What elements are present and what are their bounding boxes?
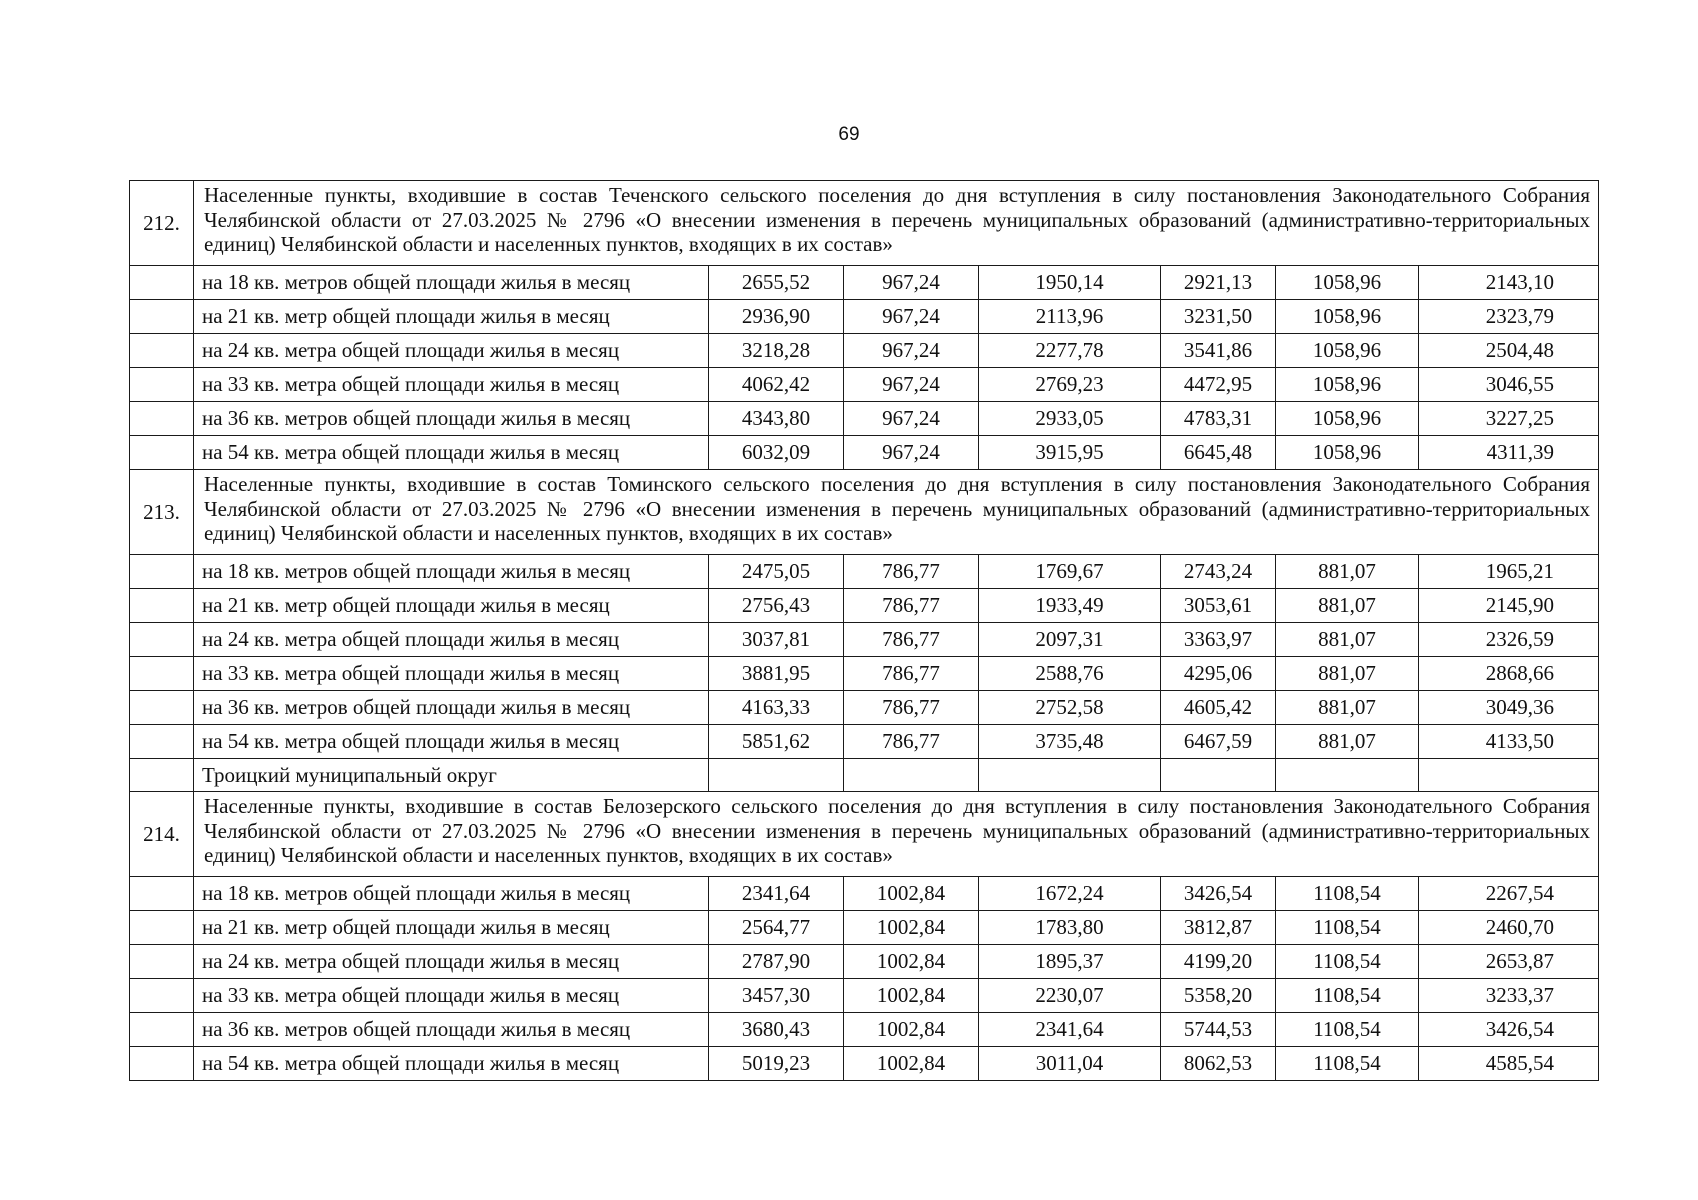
value-cell: 1002,84 <box>844 877 979 911</box>
value-cell: 2097,31 <box>979 623 1161 657</box>
value-cell: 786,77 <box>844 589 979 623</box>
value-cell: 2460,70 <box>1419 911 1599 945</box>
value-cell: 967,24 <box>844 436 979 470</box>
value-cell: 3426,54 <box>1419 1013 1599 1047</box>
row-label: на 36 кв. метров общей площади жилья в месяц <box>194 402 709 436</box>
row-label: на 36 кв. метров общей площади жилья в месяц <box>194 1013 709 1047</box>
value-cell: 1002,84 <box>844 945 979 979</box>
value-cell: 2653,87 <box>1419 945 1599 979</box>
district-number-cell <box>130 759 194 792</box>
table-row <box>130 300 1599 334</box>
value-cell: 786,77 <box>844 623 979 657</box>
value-cell: 2868,66 <box>1419 657 1599 691</box>
table-row <box>130 725 1599 759</box>
value-cell: 1058,96 <box>1276 300 1419 334</box>
table-row <box>130 657 1599 691</box>
value-cell: 3915,95 <box>979 436 1161 470</box>
table-row <box>130 1013 1599 1047</box>
district-name: Троицкий муниципальный округ <box>194 759 709 792</box>
value-cell: 1108,54 <box>1276 979 1419 1013</box>
value-cell: 4062,42 <box>709 368 844 402</box>
value-cell: 2564,77 <box>709 911 844 945</box>
value-cell: 1933,49 <box>979 589 1161 623</box>
table-row <box>130 436 1599 470</box>
value-cell: 1058,96 <box>1276 334 1419 368</box>
table-row <box>130 402 1599 436</box>
table-row <box>130 368 1599 402</box>
value-cell: 2230,07 <box>979 979 1161 1013</box>
value-cell: 5744,53 <box>1161 1013 1276 1047</box>
row-label: на 33 кв. метра общей площади жилья в месяц <box>194 657 709 691</box>
value-cell: 3011,04 <box>979 1047 1161 1081</box>
value-cell: 2326,59 <box>1419 623 1599 657</box>
row-number-cell <box>130 436 194 470</box>
value-cell: 3227,25 <box>1419 402 1599 436</box>
value-cell: 4199,20 <box>1161 945 1276 979</box>
row-number-cell <box>130 623 194 657</box>
tariff-table <box>129 180 1599 1081</box>
value-cell: 786,77 <box>844 691 979 725</box>
value-cell: 6467,59 <box>1161 725 1276 759</box>
value-cell: 2143,10 <box>1419 266 1599 300</box>
row-label: на 54 кв. метра общей площади жилья в месяц <box>194 1047 709 1081</box>
section-row <box>130 470 1599 555</box>
row-label: на 18 кв. метров общей площади жилья в месяц <box>194 555 709 589</box>
value-cell: 2936,90 <box>709 300 844 334</box>
value-cell: 2933,05 <box>979 402 1161 436</box>
row-label: на 36 кв. метров общей площади жилья в месяц <box>194 691 709 725</box>
value-cell: 4311,39 <box>1419 436 1599 470</box>
value-cell: 1002,84 <box>844 1047 979 1081</box>
value-cell: 3541,86 <box>1161 334 1276 368</box>
row-label: на 18 кв. метров общей площади жилья в месяц <box>194 266 709 300</box>
row-number-cell <box>130 691 194 725</box>
value-cell: 2588,76 <box>979 657 1161 691</box>
value-cell: 881,07 <box>1276 691 1419 725</box>
value-cell: 2504,48 <box>1419 334 1599 368</box>
row-number-cell <box>130 555 194 589</box>
row-label: на 21 кв. метр общей площади жилья в месяц <box>194 911 709 945</box>
section-number: 212. <box>130 181 194 266</box>
row-label: на 33 кв. метра общей площади жилья в месяц <box>194 368 709 402</box>
row-label: на 21 кв. метр общей площади жилья в месяц <box>194 589 709 623</box>
section-number: 214. <box>130 792 194 877</box>
row-number-cell <box>130 1013 194 1047</box>
row-label: на 24 кв. метра общей площади жилья в месяц <box>194 334 709 368</box>
value-cell: 2475,05 <box>709 555 844 589</box>
value-cell: 1672,24 <box>979 877 1161 911</box>
value-cell: 3363,97 <box>1161 623 1276 657</box>
value-cell: 4133,50 <box>1419 725 1599 759</box>
row-number-cell <box>130 334 194 368</box>
row-number-cell <box>130 657 194 691</box>
value-cell: 786,77 <box>844 657 979 691</box>
value-cell: 4163,33 <box>709 691 844 725</box>
section-number: 213. <box>130 470 194 555</box>
section-row <box>130 792 1599 877</box>
row-number-cell <box>130 877 194 911</box>
row-label: на 24 кв. метра общей площади жилья в месяц <box>194 623 709 657</box>
row-number-cell <box>130 266 194 300</box>
value-cell: 3881,95 <box>709 657 844 691</box>
value-cell: 786,77 <box>844 725 979 759</box>
value-cell: 1965,21 <box>1419 555 1599 589</box>
district-empty-cell <box>1161 759 1276 792</box>
value-cell: 4343,80 <box>709 402 844 436</box>
row-number-cell <box>130 911 194 945</box>
value-cell: 967,24 <box>844 334 979 368</box>
value-cell: 881,07 <box>1276 555 1419 589</box>
value-cell: 881,07 <box>1276 725 1419 759</box>
value-cell: 2752,58 <box>979 691 1161 725</box>
table-row <box>130 623 1599 657</box>
value-cell: 4585,54 <box>1419 1047 1599 1081</box>
district-empty-cell <box>844 759 979 792</box>
value-cell: 1058,96 <box>1276 402 1419 436</box>
value-cell: 1058,96 <box>1276 266 1419 300</box>
table-row <box>130 1047 1599 1081</box>
value-cell: 5019,23 <box>709 1047 844 1081</box>
page-number: 69 <box>838 124 860 145</box>
value-cell: 2743,24 <box>1161 555 1276 589</box>
table-row <box>130 945 1599 979</box>
value-cell: 2145,90 <box>1419 589 1599 623</box>
row-number-cell <box>130 368 194 402</box>
value-cell: 4472,95 <box>1161 368 1276 402</box>
value-cell: 2341,64 <box>979 1013 1161 1047</box>
row-number-cell <box>130 979 194 1013</box>
value-cell: 786,77 <box>844 555 979 589</box>
value-cell: 6645,48 <box>1161 436 1276 470</box>
value-cell: 1108,54 <box>1276 1013 1419 1047</box>
value-cell: 4295,06 <box>1161 657 1276 691</box>
value-cell: 881,07 <box>1276 589 1419 623</box>
value-cell: 4783,31 <box>1161 402 1276 436</box>
row-label: на 54 кв. метра общей площади жилья в месяц <box>194 436 709 470</box>
row-number-cell <box>130 589 194 623</box>
value-cell: 967,24 <box>844 402 979 436</box>
value-cell: 1108,54 <box>1276 1047 1419 1081</box>
value-cell: 4605,42 <box>1161 691 1276 725</box>
table-row <box>130 911 1599 945</box>
table-row <box>130 555 1599 589</box>
value-cell: 3231,50 <box>1161 300 1276 334</box>
value-cell: 881,07 <box>1276 657 1419 691</box>
value-cell: 3046,55 <box>1419 368 1599 402</box>
value-cell: 1769,67 <box>979 555 1161 589</box>
value-cell: 6032,09 <box>709 436 844 470</box>
value-cell: 2769,23 <box>979 368 1161 402</box>
value-cell: 967,24 <box>844 266 979 300</box>
section-description: Населенные пункты, входившие в состав Белозерского сельского поселения до дня вступления в силу постановления Законодательного Собрания Челябинской области от 27.03.2025 № 2796 «О внесении изменения в перечень муниципальных образований (административно-территориальных единиц) Челябинской области и населенных пунктов, входящих в их состав» <box>194 792 1599 877</box>
district-row <box>130 759 1599 792</box>
district-empty-cell <box>1276 759 1419 792</box>
value-cell: 1950,14 <box>979 266 1161 300</box>
row-label: на 18 кв. метров общей площади жилья в месяц <box>194 877 709 911</box>
value-cell: 3049,36 <box>1419 691 1599 725</box>
value-cell: 3457,30 <box>709 979 844 1013</box>
value-cell: 967,24 <box>844 368 979 402</box>
value-cell: 2323,79 <box>1419 300 1599 334</box>
table-row <box>130 334 1599 368</box>
row-number-cell <box>130 1047 194 1081</box>
value-cell: 1058,96 <box>1276 368 1419 402</box>
value-cell: 2113,96 <box>979 300 1161 334</box>
value-cell: 5851,62 <box>709 725 844 759</box>
value-cell: 2277,78 <box>979 334 1161 368</box>
value-cell: 2267,54 <box>1419 877 1599 911</box>
value-cell: 3812,87 <box>1161 911 1276 945</box>
value-cell: 3037,81 <box>709 623 844 657</box>
district-empty-cell <box>709 759 844 792</box>
table-row <box>130 877 1599 911</box>
row-number-cell <box>130 725 194 759</box>
section-row <box>130 181 1599 266</box>
value-cell: 2341,64 <box>709 877 844 911</box>
value-cell: 2756,43 <box>709 589 844 623</box>
row-label: на 33 кв. метра общей площади жилья в месяц <box>194 979 709 1013</box>
value-cell: 881,07 <box>1276 623 1419 657</box>
value-cell: 3053,61 <box>1161 589 1276 623</box>
value-cell: 5358,20 <box>1161 979 1276 1013</box>
value-cell: 3233,37 <box>1419 979 1599 1013</box>
section-description: Населенные пункты, входившие в состав Томинского сельского поселения до дня вступления в силу постановления Законодательного Собрания Челябинской области от 27.03.2025 № 2796 «О внесении изменения в перечень муниципальных образований (административно-территориальных единиц) Челябинской области и населенных пунктов, входящих в их состав» <box>194 470 1599 555</box>
value-cell: 2655,52 <box>709 266 844 300</box>
value-cell: 1002,84 <box>844 911 979 945</box>
value-cell: 3218,28 <box>709 334 844 368</box>
value-cell: 1783,80 <box>979 911 1161 945</box>
value-cell: 1895,37 <box>979 945 1161 979</box>
value-cell: 2787,90 <box>709 945 844 979</box>
row-label: на 54 кв. метра общей площади жилья в месяц <box>194 725 709 759</box>
table-row <box>130 691 1599 725</box>
row-number-cell <box>130 300 194 334</box>
row-number-cell <box>130 402 194 436</box>
row-label: на 21 кв. метр общей площади жилья в месяц <box>194 300 709 334</box>
value-cell: 1108,54 <box>1276 911 1419 945</box>
value-cell: 1002,84 <box>844 1013 979 1047</box>
value-cell: 1002,84 <box>844 979 979 1013</box>
value-cell: 2921,13 <box>1161 266 1276 300</box>
value-cell: 3426,54 <box>1161 877 1276 911</box>
table-row <box>130 979 1599 1013</box>
section-description: Населенные пункты, входившие в состав Теченского сельского поселения до дня вступления в силу постановления Законодательного Собрания Челябинской области от 27.03.2025 № 2796 «О внесении изменения в перечень муниципальных образований (административно-территориальных единиц) Челябинской области и населенных пунктов, входящих в их состав» <box>194 181 1599 266</box>
value-cell: 1058,96 <box>1276 436 1419 470</box>
value-cell: 1108,54 <box>1276 877 1419 911</box>
value-cell: 8062,53 <box>1161 1047 1276 1081</box>
table-body <box>130 181 1599 1081</box>
value-cell: 967,24 <box>844 300 979 334</box>
district-empty-cell <box>1419 759 1599 792</box>
value-cell: 3735,48 <box>979 725 1161 759</box>
row-label: на 24 кв. метра общей площади жилья в месяц <box>194 945 709 979</box>
value-cell: 3680,43 <box>709 1013 844 1047</box>
row-number-cell <box>130 945 194 979</box>
value-cell: 1108,54 <box>1276 945 1419 979</box>
table-row <box>130 589 1599 623</box>
table-row <box>130 266 1599 300</box>
district-empty-cell <box>979 759 1161 792</box>
